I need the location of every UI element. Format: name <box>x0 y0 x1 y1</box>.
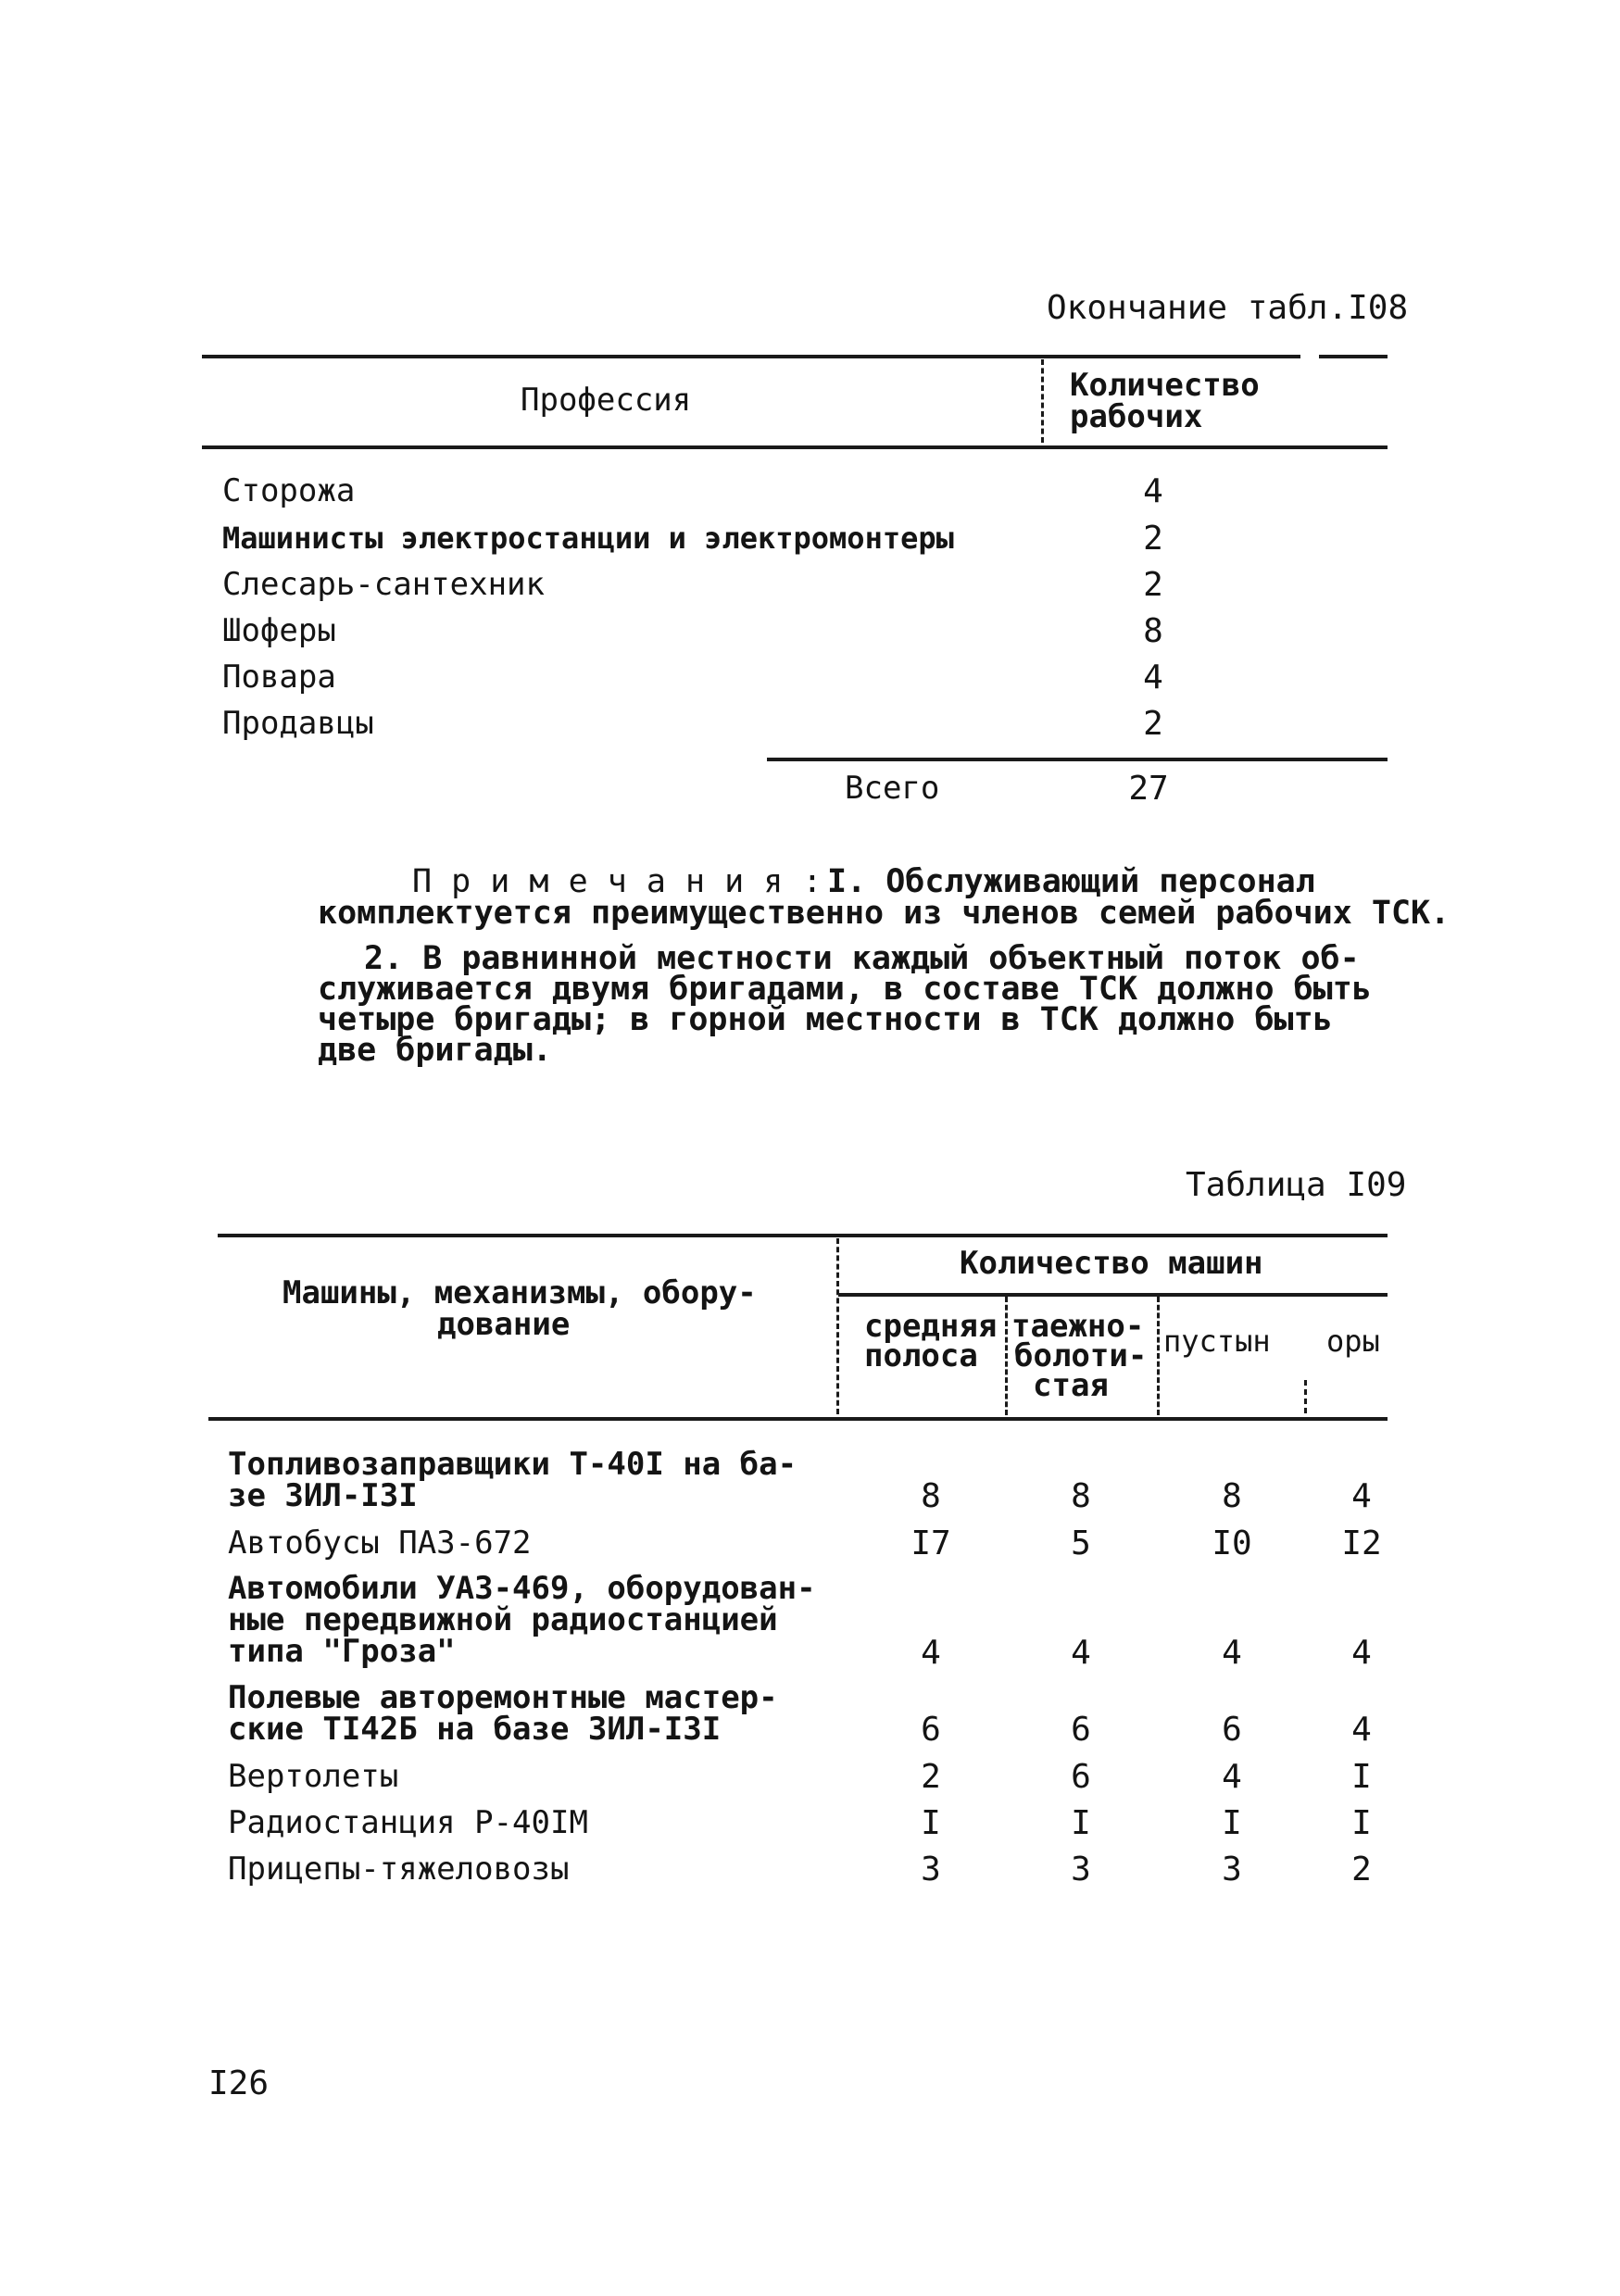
notes-n1-line1: I. Обслуживающий персонал <box>827 863 1315 900</box>
table109-cell-taiga: 6 <box>1071 1711 1091 1749</box>
notes-n2-line2: служивается двумя бригадами, в составе ТСК должно быть <box>318 971 1372 1008</box>
notes-lead: П р и м е ч а н и я : <box>412 863 823 900</box>
table109-header-machines-line1: Машины, механизмы, обору- <box>283 1274 757 1311</box>
table108-row-name: Слесарь-сантехник <box>222 566 545 603</box>
table108-total-value: 27 <box>1128 770 1169 808</box>
table109-cell-middle: 6 <box>921 1711 941 1749</box>
notes-n2-line4: две бригады. <box>318 1032 552 1069</box>
table109-cell-mountains: I2 <box>1341 1524 1382 1562</box>
table109-subcol-divider-1 <box>1005 1297 1008 1415</box>
table109-cell-middle: 3 <box>921 1851 941 1888</box>
table109-cell-middle: 4 <box>921 1634 941 1672</box>
notes-n1-line2: комплектуется преимущественно из членов семей рабочих ТСК. <box>318 895 1450 932</box>
table109-row-name-line1: Прицепы-тяжеловозы <box>228 1851 570 1888</box>
table109-subcol-desert: пустын <box>1163 1324 1271 1359</box>
table109-group-header: Количество машин <box>960 1245 1263 1282</box>
table109-cell-taiga: 6 <box>1071 1758 1091 1796</box>
table109-cell-mountains: 4 <box>1351 1634 1372 1672</box>
table108-header-count-line2: рабочих <box>1070 398 1203 435</box>
table109-cell-desert: 8 <box>1222 1477 1242 1515</box>
table108-total-label: Всего <box>845 770 940 807</box>
table108-header-divider <box>1041 359 1044 443</box>
table109-subcol-middle-line2: полоса <box>864 1337 978 1374</box>
table109-row-name-line1: Топливозаправщики Т-40I на ба- <box>228 1446 797 1483</box>
table108-row-count: 2 <box>1143 566 1163 604</box>
table108-row-count: 4 <box>1143 659 1163 696</box>
table109-subcol-taiga-line3: стая <box>1033 1367 1109 1404</box>
table109-cell-taiga: 8 <box>1071 1477 1091 1515</box>
table109-cell-desert: 4 <box>1222 1758 1242 1796</box>
table109-header-machines-line2: дование <box>437 1306 571 1343</box>
table109-row-name-line1: Автомобили УАЗ-469, оборудован- <box>228 1570 816 1607</box>
table109-cell-desert: 3 <box>1222 1851 1242 1888</box>
table109-subcol-divider-3 <box>1304 1380 1307 1413</box>
table109-row-name-line1: Вертолеты <box>228 1758 399 1795</box>
table109-header-rule <box>208 1417 1388 1421</box>
table109-cell-middle: I <box>921 1804 941 1842</box>
table109-subcol-divider-2 <box>1157 1297 1160 1415</box>
table108-top-rule <box>202 355 1300 358</box>
table109-row-name-line2: ные передвижной радиостанцией <box>228 1601 778 1638</box>
table108-header-count-line1: Количество <box>1070 367 1260 404</box>
table109-group-rule <box>838 1293 1388 1297</box>
table108-row-count: 2 <box>1143 520 1163 558</box>
table109-cell-middle: 2 <box>921 1758 941 1796</box>
table108-row-name: Повара <box>222 659 336 696</box>
table109-row-name-line3: типа "Гроза" <box>228 1633 456 1670</box>
table109-subcol-taiga-line1: таежно- <box>1011 1308 1145 1345</box>
table109-main-divider <box>836 1238 839 1414</box>
table109-subcol-taiga-line2: болоти- <box>1014 1337 1148 1374</box>
table109-cell-mountains: 4 <box>1351 1477 1372 1515</box>
table109-subcol-middle-line1: средняя <box>864 1308 998 1345</box>
table109-cell-desert: I0 <box>1212 1524 1252 1562</box>
table108-row-count: 4 <box>1143 472 1163 510</box>
table109-cell-desert: I <box>1222 1804 1242 1842</box>
table109-cell-taiga: I <box>1071 1804 1091 1842</box>
table109-cell-middle: 8 <box>921 1477 941 1515</box>
table109-subcol-mountains: оры <box>1326 1324 1380 1359</box>
table109-cell-taiga: 5 <box>1071 1524 1091 1562</box>
table108-row-name: Сторожа <box>222 472 356 509</box>
table109-cell-middle: I7 <box>910 1524 951 1562</box>
table109-row-name-line1: Автобусы ПАЗ-672 <box>228 1524 532 1562</box>
table109-row-name-line1: Радиостанция Р-40IМ <box>228 1804 588 1841</box>
table108-row-name: Шоферы <box>222 612 336 649</box>
notes-n2-line3: четыре бригады; в горной местности в ТСК должно быть <box>318 1001 1333 1038</box>
page-number: I26 <box>208 2064 270 2102</box>
table108-total-rule <box>767 758 1388 761</box>
table109-row-name-line2: ские ТI42Б на базе ЗИЛ-I3I <box>228 1711 722 1748</box>
table109-cell-taiga: 3 <box>1071 1851 1091 1888</box>
table109-top-rule <box>218 1234 1388 1237</box>
table109-row-name-line1: Полевые авторемонтные мастер- <box>228 1679 778 1716</box>
table108-row-name: Машинисты электростанции и электромонтеры <box>222 521 954 556</box>
table108-row-count: 2 <box>1143 705 1163 743</box>
table109-cell-mountains: I <box>1351 1804 1372 1842</box>
table108-row-name: Продавцы <box>222 705 374 742</box>
table109-cell-mountains: I <box>1351 1758 1372 1796</box>
table108-top-rule-right <box>1319 355 1388 358</box>
table108-caption: Окончание табл.I08 <box>1047 289 1409 327</box>
notes-n2-line1: 2. В равнинной местности каждый объектный поток об- <box>364 940 1360 977</box>
table109-cell-mountains: 4 <box>1351 1711 1372 1749</box>
table108-header-rule <box>202 445 1388 449</box>
table109-cell-taiga: 4 <box>1071 1634 1091 1672</box>
table109-row-name-line2: зе ЗИЛ-I3I <box>228 1477 418 1514</box>
table109-caption: Таблица I09 <box>1186 1166 1407 1204</box>
table109-cell-desert: 6 <box>1222 1711 1242 1749</box>
table108-header-profession: Профессия <box>521 382 692 419</box>
table108-row-count: 8 <box>1143 612 1163 650</box>
table109-cell-mountains: 2 <box>1351 1851 1372 1888</box>
table109-cell-desert: 4 <box>1222 1634 1242 1672</box>
